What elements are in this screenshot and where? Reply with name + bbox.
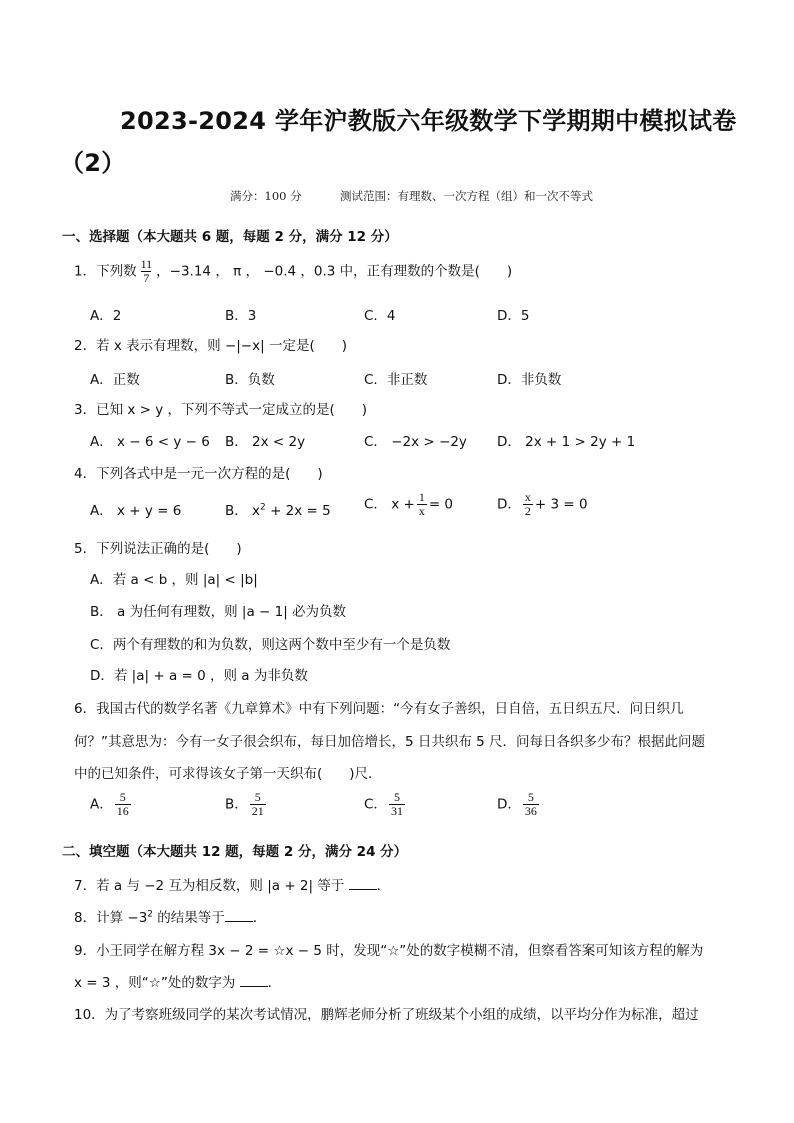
q3-option-d: D． 2x + 1 > 2y + 1: [497, 434, 636, 450]
q3-option-b: B． 2x < 2y: [225, 434, 306, 450]
q1-option-c: C．4: [364, 308, 396, 324]
question-6-line-3: 中的已知条件，可求得该女子第一天织布( )尺．: [74, 766, 382, 782]
q2-option-a: A．正数: [90, 372, 140, 388]
q1-rest: ，−3.14 ， π ， −0.4 ，0.3 中，正有理数的个数是( ): [156, 263, 513, 280]
q5-option-b: B． a 为任何有理数，则 |a − 1| 必为负数: [90, 604, 347, 620]
q1-prefix: 1．下列数: [74, 263, 137, 280]
question-3: 3．已知 x > y ，下列不等式一定成立的是( ): [74, 402, 368, 418]
question-7: 7．若 a 与 −2 互为相反数，则 |a + 2| 等于 ．: [74, 878, 391, 894]
question-10-line-1: 10．为了考察班级同学的某次考试情况，鹏辉老师分析了班级某个小组的成绩，以平均分作为标准，超过: [74, 1007, 699, 1023]
q1-fraction: $\frac{11}{7}$: [140, 257, 153, 285]
q4-option-d: D． $\frac{x}{2}$ + 3 = 0: [497, 490, 588, 518]
q5-option-a: A．若 a < b ，则 |a| < |b|: [90, 572, 258, 588]
q5-option-c: C．两个有理数的和为负数，则这两个数中至少有一个是负数: [90, 637, 451, 653]
q5-option-d: D．若 |a| + a = 0 ，则 a 为非负数: [90, 668, 308, 684]
question-9-line-1: 9．小王同学在解方程 3x − 2 = ☆x − 5 时，发现“☆”处的数字模糊不清，但察看答案可知该方程的解为: [74, 943, 704, 959]
question-8: 8．计算 $-3^2$ 的结果等于 ．: [74, 909, 267, 926]
q6-option-b: B． $\frac{5}{21}$: [225, 790, 264, 818]
q3-option-c: C． −2x > −2y: [364, 434, 467, 450]
test-scope: 测试范围：有理数、一次方程（组）和一次不等式: [340, 189, 593, 203]
question-2: 2．若 x 表示有理数，则 −|−x| 一定是( ): [74, 338, 347, 354]
q4-option-b: B． $x^2 + 2x = 5$: [225, 502, 331, 519]
section-heading-fill-in: 二、填空题（本大题共 12 题，每题 2 分，满分 24 分）: [62, 844, 408, 860]
question-5: 5．下列说法正确的是( ): [74, 541, 242, 557]
question-9-line-2: x = 3 ，则“☆”处的数字为 ．: [74, 975, 282, 991]
q4-c-fraction: $\frac{1}{x}$: [418, 490, 425, 518]
q8-answer-blank[interactable]: [225, 909, 253, 922]
q4-option-a: A． x + y = 6: [90, 503, 182, 519]
question-6-line-1: 6．我国古代的数学名著《九章算术》中有下列问题：“今有女子善织，日自倍，五日织五尺．问日织几: [74, 701, 684, 717]
exam-title: 2023-2024 学年沪教版六年级数学下学期期中模拟试卷: [120, 107, 737, 135]
question-6-line-2: 何？”其意思为：今有一女子很会织布，每日加倍增长，5 日共织布 5 尺．问每日各织多少布？根据此问题: [74, 734, 706, 750]
q1-option-b: B．3: [225, 308, 257, 324]
q6-option-d: D． $\frac{5}{36}$: [497, 790, 537, 818]
q2-option-b: B．负数: [225, 372, 275, 388]
full-score: 满分：100 分: [230, 189, 302, 203]
q1-option-d: D．5: [497, 308, 530, 324]
q3-option-a: A． x − 6 < y − 6: [90, 434, 210, 450]
q4-d-fraction: $\frac{x}{2}$: [524, 490, 531, 518]
q7-answer-blank[interactable]: [349, 877, 377, 890]
section-heading-choice: 一、选择题（本大题共 6 题，每题 2 分，满分 12 分）: [62, 229, 398, 245]
q4-option-c: C． x + $\frac{1}{x}$ = 0: [364, 490, 454, 518]
question-1: [74, 258, 512, 285]
exam-title-number: （2）: [60, 149, 126, 177]
q6-option-a: A． $\frac{5}{16}$: [90, 790, 129, 818]
q2-option-c: C．非正数: [364, 372, 428, 388]
q2-option-d: D．非负数: [497, 372, 562, 388]
q1-option-a: A．2: [90, 308, 122, 324]
q9-answer-blank[interactable]: [240, 974, 268, 987]
q6-option-c: C． $\frac{5}{31}$: [364, 790, 403, 818]
question-4: 4．下列各式中是一元一次方程的是( ): [74, 466, 323, 482]
